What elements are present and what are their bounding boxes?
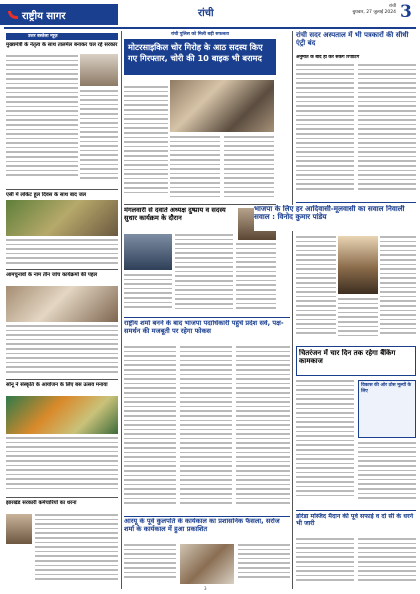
right-side-box-heading: विकास की ओर ठोस मूल्यों के लिए <box>361 383 412 394</box>
center-top-body-2 <box>170 136 220 202</box>
center-bottom-body-2 <box>180 346 232 514</box>
center-bottom-body-3 <box>236 346 290 514</box>
left-divider-1 <box>6 189 118 190</box>
right-big-body-1 <box>296 236 336 344</box>
center-top-photo <box>170 80 274 132</box>
center-mid-photo-1 <box>124 234 172 270</box>
left-divider-3 <box>6 379 118 380</box>
right-bottom-headline: डोरंडा मस्जिद मैदान की पूर्व सफाई व दो सी के धरने भी जारी <box>296 513 414 528</box>
left-story5-body <box>35 514 118 586</box>
right-big-headline: भाजपा के लिए हर आदिवासी-मूलवासी का सवाल निवाली सवाल : विनोद कुमार पांडेय <box>254 205 416 231</box>
edition-line-city: रांची <box>388 4 396 9</box>
left-story2-body <box>6 239 118 267</box>
center-bottom-body-1 <box>124 346 176 514</box>
right-boxed-body-1 <box>296 380 354 508</box>
page-number: 3 <box>400 2 412 22</box>
edition-line-date: बुधवार, 27 जुलाई 2024 <box>352 10 396 15</box>
center-mid-body-2 <box>236 243 276 314</box>
right-big-body-2 <box>380 236 416 344</box>
left-story2-photo <box>6 200 118 236</box>
left-story2-heading: एसी में लोकेट हूल दिवस के साथ बाद जल <box>6 192 87 198</box>
brand-logo-icon <box>8 11 18 19</box>
center-footer-divider <box>124 516 290 517</box>
brand-strip <box>0 4 118 25</box>
right-big-body-3 <box>338 298 378 344</box>
right-divider-2 <box>296 510 416 511</box>
center-footer-body-1 <box>124 544 176 584</box>
left-lead-body-2 <box>80 90 118 187</box>
center-footer-body-2 <box>238 544 290 584</box>
column-rule-right <box>292 31 293 589</box>
center-mid-body-3 <box>124 274 172 314</box>
right-side-box <box>358 380 416 438</box>
masthead <box>0 0 420 30</box>
center-footer-photo <box>180 544 234 584</box>
center-top-body-3 <box>224 136 274 202</box>
right-boxed-headline: चितरंजन में चार दिन तक रहेगा बैंकिंग कामकाज <box>299 349 396 366</box>
center-bottom-divider <box>124 317 290 318</box>
left-story3-photo <box>6 286 118 322</box>
newspaper-brand: राष्ट्रीय सागर <box>22 11 66 22</box>
left-divider-2 <box>6 269 118 270</box>
right-divider-1 <box>296 202 416 203</box>
column-rule-left <box>121 31 122 589</box>
right-bottom-body-2 <box>358 538 416 586</box>
left-lead-photo <box>80 54 118 86</box>
footer-page-marker: 3 <box>204 586 207 591</box>
center-kicker: रांची पुलिस को मिली बड़ी सफलता <box>171 32 229 37</box>
center-mid-heading: मंगलवारी से दवाते अध्यक्ष दुष्प्राय व सदस्य सुधार कार्यक्रम के दौरान <box>124 207 226 222</box>
left-story4-heading: सोनू ने संस्कृति के आयोजन के लिए बस उत्सव मनाया <box>6 382 108 388</box>
center-top-byline <box>124 80 168 85</box>
right-top-subhead: अनुमति के बाद ही कर सकेंगे रिपोर्टिंग <box>296 55 360 60</box>
center-bottom-headline: राष्ट्रीय शर्मा बनने के बाद भाजपा पदाधिकारी पहुंचे प्रदेश सर्व, पक्ष-समर्थन की मजबूती पर रहेगा फोकस <box>124 320 284 335</box>
left-story3-body <box>6 325 118 377</box>
center-mid-body-1 <box>175 234 233 314</box>
left-lead-body <box>6 55 78 187</box>
left-story3-heading: आमचुनावों के नाम तीन जांच कार्यक्रमों की पहल <box>6 272 98 278</box>
right-top-body-1 <box>296 64 354 200</box>
right-bottom-body-1 <box>296 538 354 586</box>
left-section-label: उत्तर बस्तेला न्यूज़ <box>6 33 118 40</box>
masthead-rule <box>4 27 416 29</box>
right-top-body-2 <box>358 64 416 200</box>
center-top-body-1 <box>124 86 168 202</box>
center-top-headline: मोटरसाइकिल चोर गिरोह के आठ सदस्य किए गए गिरफ्तार, चोरी की 10 बाइक भी बरामद <box>124 39 276 75</box>
edition-info <box>336 4 396 16</box>
left-story5-photo <box>6 514 32 544</box>
right-side-box-body <box>358 442 416 508</box>
edition-city: रांची <box>198 8 214 19</box>
center-footer-headline: आरयू के पूर्व कुलपति के कार्यकाल का प्रशासनिक फैसला, सरोज शर्मा के कार्यकाल में हुआ प्रकाशित <box>124 518 280 533</box>
left-lead-heading: मुख्यमंत्री के नेतृत्व के साथ तालमेल बनाकर चल रहे सरकार <box>6 42 118 48</box>
right-top-headline: रांची सदर अस्पताल में भी पत्रकारों की सीधी एंट्री बंद <box>296 31 409 48</box>
left-story4-body <box>6 437 118 495</box>
right-big-photo <box>338 236 378 294</box>
left-story4-photo <box>6 396 118 434</box>
left-divider-4 <box>6 497 118 498</box>
left-story5-heading: झारखंड सरकारी कर्मचारियों का धरना <box>6 500 77 506</box>
